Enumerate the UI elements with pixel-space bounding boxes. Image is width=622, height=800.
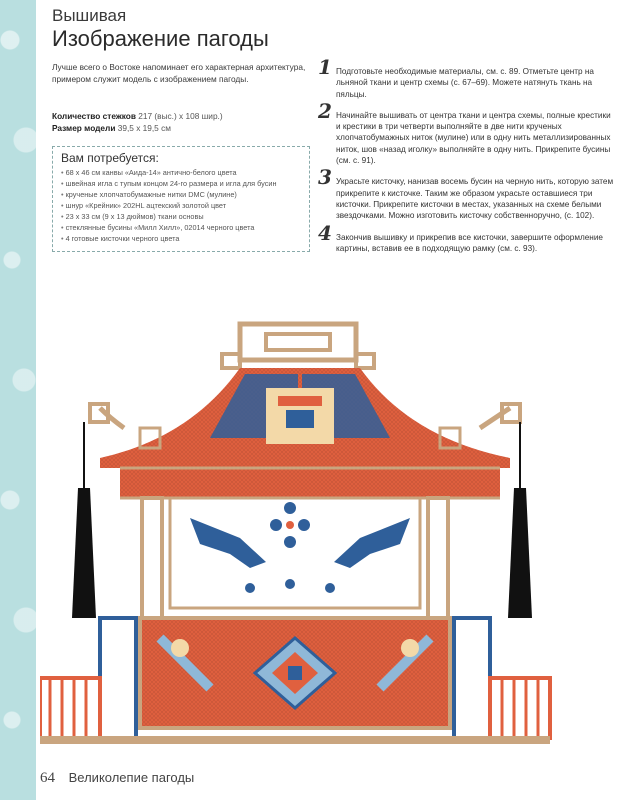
header	[52, 6, 269, 52]
footer-section-title: Великолепие пагоды	[68, 770, 195, 785]
step-2	[318, 98, 614, 166]
materials-list	[61, 167, 301, 244]
step-text: Закончив вышивку и прикрепив все кисточки, завершите оформление картины, вставив ее в подходящую рамку (см. с. 93).	[336, 232, 603, 253]
list-item: • 4 готовые кисточки черного цвета	[61, 233, 301, 244]
step-3	[318, 165, 614, 221]
materials-title: Вам потребуется:	[61, 151, 159, 165]
step-number: 1	[318, 55, 332, 79]
pagoda-embroidery-illustration	[40, 318, 600, 758]
decorative-side-band	[0, 0, 36, 800]
eave-band	[120, 468, 500, 498]
step-1	[318, 55, 614, 100]
stitch-count-value: 217 (выс.) x 108 шир.)	[138, 111, 223, 121]
materials-box	[52, 146, 310, 252]
step-number: 4	[318, 220, 332, 245]
model-size-value: 39,5 x 19,5 см	[117, 123, 171, 133]
list-item: • крученые хлопчатобумажные нитки DMC (мулине)	[61, 189, 301, 200]
stitch-count-label: Количество стежков	[52, 111, 136, 121]
instructions	[318, 55, 614, 264]
stats-block	[52, 110, 314, 134]
roof	[90, 368, 520, 468]
list-item: • швейная игла с тупым концом 24-го размера и игла для бусин	[61, 178, 301, 189]
stitch-count	[52, 110, 314, 122]
intro-text: Лучше всего о Востоке напоминает его характерная архитектура, примером служит модель с изображением пагоды.	[52, 62, 306, 84]
model-size-label: Размер модели	[52, 123, 116, 133]
step-text: Начинайте вышивать от центра ткани и центра схемы, полные крестики и крестики в три четверти выполняйте в две нити крученых хлопчатобумажных ниток (мулине) или в одну нить металлизированных ниток, шов «назад иголку» выполняйте в одну нить. Прикрепите бусины (см. с. 91).	[336, 110, 611, 166]
step-4	[318, 220, 614, 255]
step-text: Украсьте кисточку, нанизав восемь бусин на черную нить, которую затем прикрепите к кисточке. Таким же образом украсьте оставшиеся три кисточки. Прикрепите кисточки в местах, указанных на схеме белыми звездочками. Можно изготовить кисточку собственноручно, (с. 102).	[336, 177, 614, 221]
step-number: 3	[318, 165, 332, 190]
step-number: 2	[318, 98, 332, 123]
list-item: • шнур «Крейник» 202HL ацтекский золотой цвет	[61, 200, 301, 211]
step-text: Подготовьте необходимые материалы, см. с. 89. Отметьте центр на льняной ткани и центр схемы (с. 67–69). Можете натянуть ткань на пяльцы.	[336, 67, 594, 99]
model-size	[52, 122, 314, 134]
page-number: 64	[40, 770, 55, 786]
section-kicker: Вышивая	[52, 6, 127, 25]
page-footer	[40, 770, 194, 787]
page-title: Изображение пагоды	[52, 26, 269, 51]
list-item: • 68 x 46 см канвы «Аида-14» антично-белого цвета	[61, 167, 301, 178]
base-panel	[140, 618, 450, 728]
roof-top-ornament	[222, 324, 374, 368]
list-item: • 23 x 33 см (9 x 13 дюймов) ткани основы	[61, 211, 301, 222]
list-item: • стеклянные бусины «Милл Хилл», 02014 черного цвета	[61, 222, 301, 233]
